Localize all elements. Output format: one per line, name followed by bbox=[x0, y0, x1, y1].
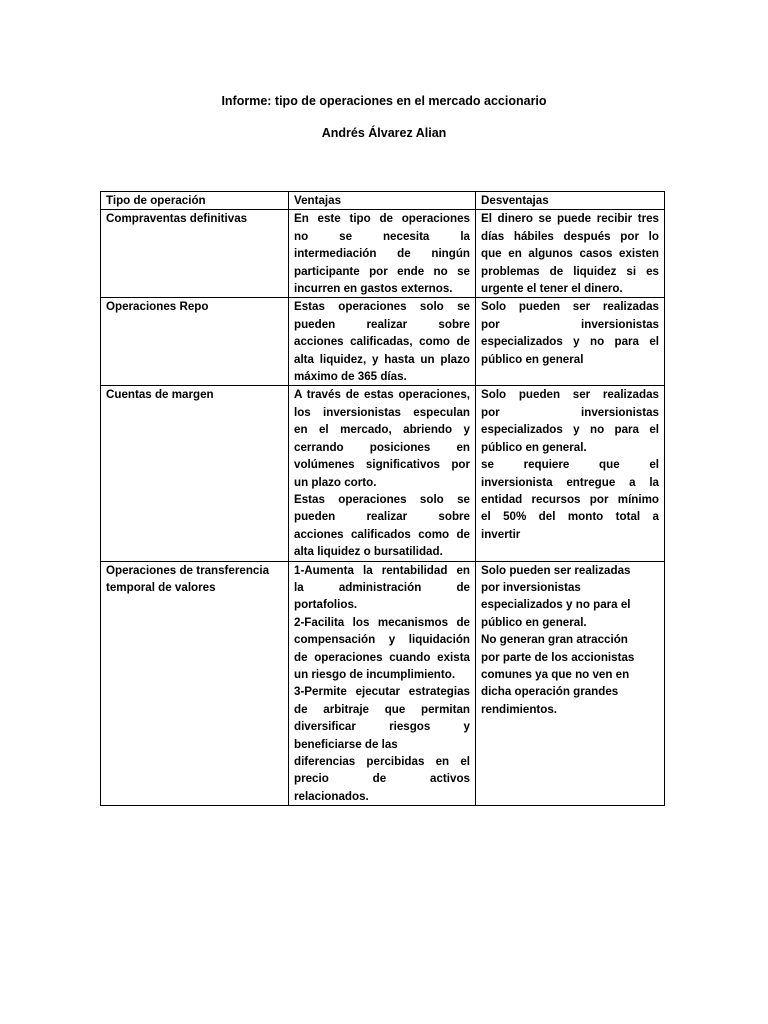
cell-line: acciones calificados como de bbox=[294, 527, 470, 541]
table-body bbox=[101, 210, 665, 806]
cell-line: 3-Permite ejecutar estrategias bbox=[294, 685, 470, 699]
cell-line: intermediación de ningún bbox=[294, 247, 470, 261]
cell-line: Compraventas definitivas bbox=[106, 212, 248, 226]
cell-line: Operaciones Repo bbox=[106, 300, 209, 314]
cell-tipo-de-operacion bbox=[101, 561, 289, 806]
cell-line: por inversionistas bbox=[481, 405, 659, 419]
cell-line: público en general. bbox=[481, 615, 587, 629]
cell-line: beneficiarse de las bbox=[294, 737, 398, 751]
cell-line: que en algunos casos existen bbox=[481, 247, 659, 261]
report-author: Andrés Álvarez Alian bbox=[321, 126, 447, 140]
operations-table bbox=[100, 191, 665, 806]
cell-line: 1-Aumenta la rentabilidad en bbox=[294, 563, 470, 577]
header-ventajas: Ventajas bbox=[289, 192, 476, 210]
cell-line: alta liquidez o bursatilidad. bbox=[294, 545, 443, 559]
table-row bbox=[101, 210, 665, 298]
cell-line: portafolios. bbox=[294, 598, 358, 612]
cell-line: No generan gran atracción bbox=[481, 633, 628, 647]
cell-line: de arbitraje que permitan bbox=[294, 702, 470, 716]
cell-line: público en general. bbox=[481, 440, 587, 454]
table-row bbox=[101, 298, 665, 386]
cell-line: de operaciones cuando exista bbox=[294, 650, 470, 664]
cell-line: 2-Facilita los mecanismos de bbox=[294, 615, 470, 629]
cell-line: la administración de bbox=[294, 580, 470, 594]
cell-line: especializados y no para el bbox=[481, 423, 659, 437]
cell-line: cerrando posiciones en bbox=[294, 440, 470, 454]
cell-desventajas bbox=[476, 561, 665, 806]
cell-line: los inversionistas especulan bbox=[294, 405, 470, 419]
cell-line: especializados y no para el bbox=[481, 598, 631, 612]
cell-line: público en general bbox=[481, 352, 584, 366]
cell-ventajas bbox=[289, 210, 476, 298]
cell-ventajas bbox=[289, 298, 476, 386]
cell-line: temporal de valores bbox=[106, 580, 216, 594]
cell-line: diversificar riesgos y bbox=[294, 720, 470, 734]
cell-ventajas bbox=[289, 561, 476, 806]
cell-line: un riesgo de incumplimiento. bbox=[294, 667, 456, 681]
cell-line: el 50% del monto total a bbox=[481, 510, 659, 524]
cell-line: Solo pueden ser realizadas bbox=[481, 563, 631, 577]
cell-line: días hábiles después por lo bbox=[481, 229, 659, 243]
header-desventajas: Desventajas bbox=[476, 192, 665, 210]
cell-line: entidad recursos por mínimo bbox=[481, 492, 659, 506]
cell-tipo-de-operacion bbox=[101, 210, 289, 298]
cell-line: alta liquidez, y hasta un plazo bbox=[294, 352, 470, 366]
cell-line: por inversionistas bbox=[481, 317, 659, 331]
cell-line: Estas operaciones solo se bbox=[294, 300, 470, 314]
cell-line: no se necesita la bbox=[294, 229, 470, 243]
cell-line: pueden realizar sobre bbox=[294, 510, 470, 524]
cell-desventajas bbox=[476, 210, 665, 298]
cell-line: dicha operación grandes bbox=[481, 685, 619, 699]
cell-line: diferencias percibidas en el bbox=[294, 755, 470, 768]
cell-tipo-de-operacion bbox=[101, 298, 289, 386]
cell-line: En este tipo de operaciones bbox=[294, 212, 470, 226]
cell-line: en el mercado, abriendo y bbox=[294, 423, 470, 437]
cell-line: compensación y liquidación bbox=[294, 633, 470, 647]
cell-line: pueden realizar sobre bbox=[294, 317, 470, 331]
cell-line: especializados y no para el bbox=[481, 335, 659, 349]
cell-line: acciones calificadas, como de bbox=[294, 335, 470, 349]
cell-line: volúmenes significativos por bbox=[294, 458, 470, 472]
cell-tipo-de-operacion bbox=[101, 386, 289, 561]
cell-line: incurren en gastos externos. bbox=[294, 282, 453, 296]
table-header-row bbox=[101, 192, 665, 210]
cell-line: inversionista entregue a la bbox=[481, 475, 659, 489]
cell-line: rendimientos. bbox=[481, 702, 558, 716]
cell-line: invertir bbox=[481, 527, 521, 541]
cell-desventajas bbox=[476, 386, 665, 561]
cell-line: Estas operaciones solo se bbox=[294, 492, 470, 506]
cell-line: comunes ya que no ven en bbox=[481, 667, 630, 681]
cell-line: problemas de liquidez si es bbox=[481, 264, 659, 278]
cell-line: participante por ende no se bbox=[294, 264, 470, 278]
cell-line: urgente el tener el dinero. bbox=[481, 282, 623, 296]
cell-desventajas bbox=[476, 298, 665, 386]
cell-line: por inversionistas bbox=[481, 580, 581, 594]
cell-line: El dinero se puede recibir tres bbox=[481, 212, 659, 226]
cell-line: Solo pueden ser realizadas bbox=[481, 300, 659, 314]
cell-line: relacionados. bbox=[294, 789, 369, 803]
cell-line: por parte de los accionistas bbox=[481, 650, 635, 664]
cell-line: A través de estas operaciones, bbox=[294, 388, 470, 402]
cell-line: precio de activos bbox=[294, 772, 470, 786]
cell-line: Operaciones de transferencia bbox=[106, 563, 270, 577]
cell-line: un plazo corto. bbox=[294, 475, 377, 489]
cell-line: Solo pueden ser realizadas bbox=[481, 388, 659, 402]
table-row bbox=[101, 561, 665, 806]
cell-ventajas bbox=[289, 386, 476, 561]
cell-line: Cuentas de margen bbox=[106, 388, 214, 402]
cell-line: se requiere que el bbox=[481, 458, 659, 472]
table-row bbox=[101, 386, 665, 561]
header-tipo-de-operacion: Tipo de operación bbox=[101, 192, 289, 210]
cell-line: máximo de 365 días. bbox=[294, 370, 407, 384]
report-title: Informe: tipo de operaciones en el mercado accionario bbox=[221, 94, 547, 108]
